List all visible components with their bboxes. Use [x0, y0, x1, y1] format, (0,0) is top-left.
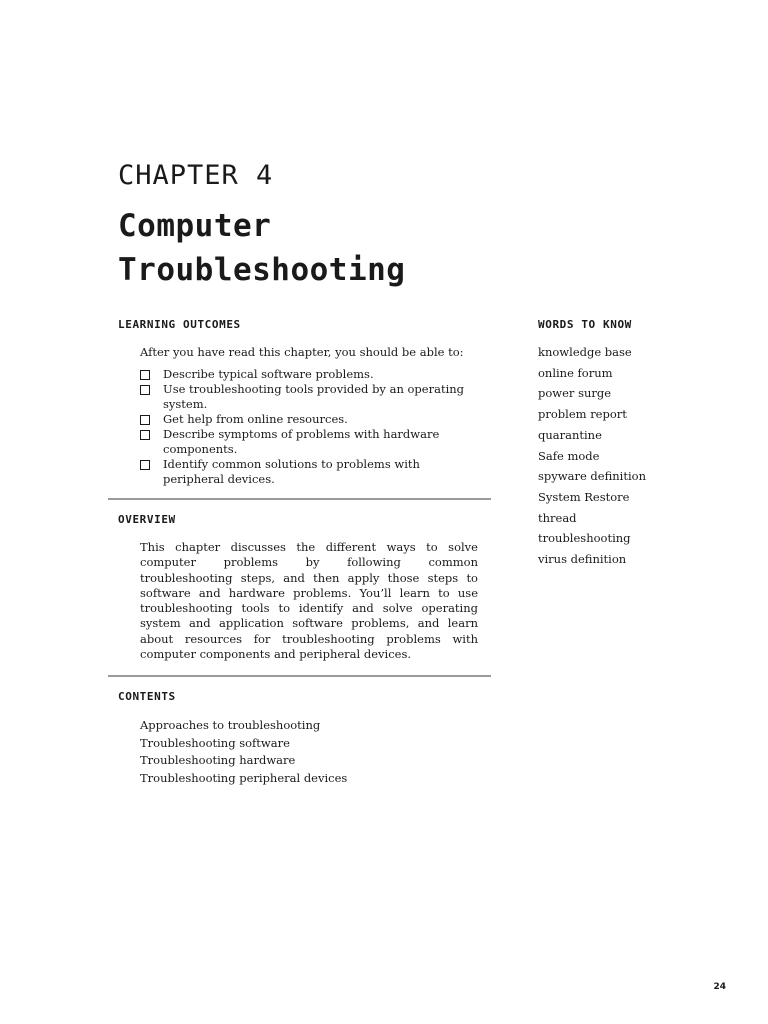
- learning-outcomes-list: [118, 367, 478, 487]
- section-divider: [108, 675, 491, 677]
- chapter-title: [118, 204, 405, 292]
- outcome-text: Identify common solutions to problems with peripheral devices.: [163, 457, 420, 486]
- contents-section: [118, 690, 478, 787]
- learning-outcomes-intro: After you have read this chapter, you should be able to:: [140, 345, 464, 359]
- chapter-label: CHAPTER 4: [118, 160, 274, 191]
- chapter-title-line-1: Computer: [118, 208, 272, 244]
- checkbox-icon: [140, 415, 150, 425]
- outcome-text: Describe typical software problems.: [163, 367, 374, 381]
- overview-heading: OVERVIEW: [118, 513, 176, 526]
- outcome-text: Get help from online resources.: [163, 412, 348, 426]
- overview-section: [118, 513, 478, 662]
- vocabulary-term: System Restore: [538, 489, 630, 504]
- words-to-know-heading: WORDS TO KNOW: [538, 318, 632, 331]
- vocabulary-term: knowledge base: [538, 345, 632, 359]
- words-to-know-section: [538, 318, 738, 570]
- overview-body: This chapter discusses the different ways to solve computer problems by following common troubleshooting steps, and then apply those steps to software and hardware problems. You’ll learn to use troubleshooting tools to identify and solve operating system and application software problems, and learn about resources for troubleshooting problems with computer components and peripheral devices.: [140, 540, 478, 662]
- contents-item: Troubleshooting software: [140, 735, 290, 750]
- learning-outcomes-heading: LEARNING OUTCOMES: [118, 318, 241, 331]
- outcome-text: Use troubleshooting tools provided by an operating system.: [163, 382, 465, 411]
- outcome-item: [140, 457, 478, 487]
- vocabulary-term: virus definition: [538, 552, 627, 567]
- section-divider: [108, 498, 491, 500]
- page-number: 24: [713, 982, 726, 992]
- vocabulary-term: spyware definition: [538, 469, 646, 484]
- checkbox-icon: [140, 430, 150, 440]
- vocabulary-term: Safe mode: [538, 448, 600, 463]
- outcome-item: [140, 412, 478, 427]
- checkbox-icon: [140, 370, 150, 380]
- chapter-title-line-2: Troubleshooting: [118, 252, 406, 288]
- outcome-text: Describe symptoms of problems with hardware components.: [163, 427, 440, 456]
- contents-item: Approaches to troubleshooting: [140, 718, 321, 732]
- vocabulary-term: online forum: [538, 365, 613, 380]
- vocabulary-term: problem report: [538, 407, 627, 422]
- contents-list: [140, 717, 478, 787]
- outcome-item: [140, 382, 478, 412]
- learning-outcomes-section: [118, 318, 478, 487]
- vocabulary-term: quarantine: [538, 427, 602, 442]
- checkbox-icon: [140, 460, 150, 470]
- outcome-item: [140, 367, 478, 382]
- contents-heading: CONTENTS: [118, 690, 176, 703]
- vocabulary-term: thread: [538, 510, 577, 525]
- vocabulary-term: power surge: [538, 386, 612, 401]
- outcome-item: [140, 427, 478, 457]
- vocabulary-term: troubleshooting: [538, 531, 631, 546]
- contents-item: Troubleshooting peripheral devices: [140, 770, 348, 785]
- checkbox-icon: [140, 385, 150, 395]
- contents-item: Troubleshooting hardware: [140, 753, 296, 767]
- words-to-know-list: [538, 342, 738, 570]
